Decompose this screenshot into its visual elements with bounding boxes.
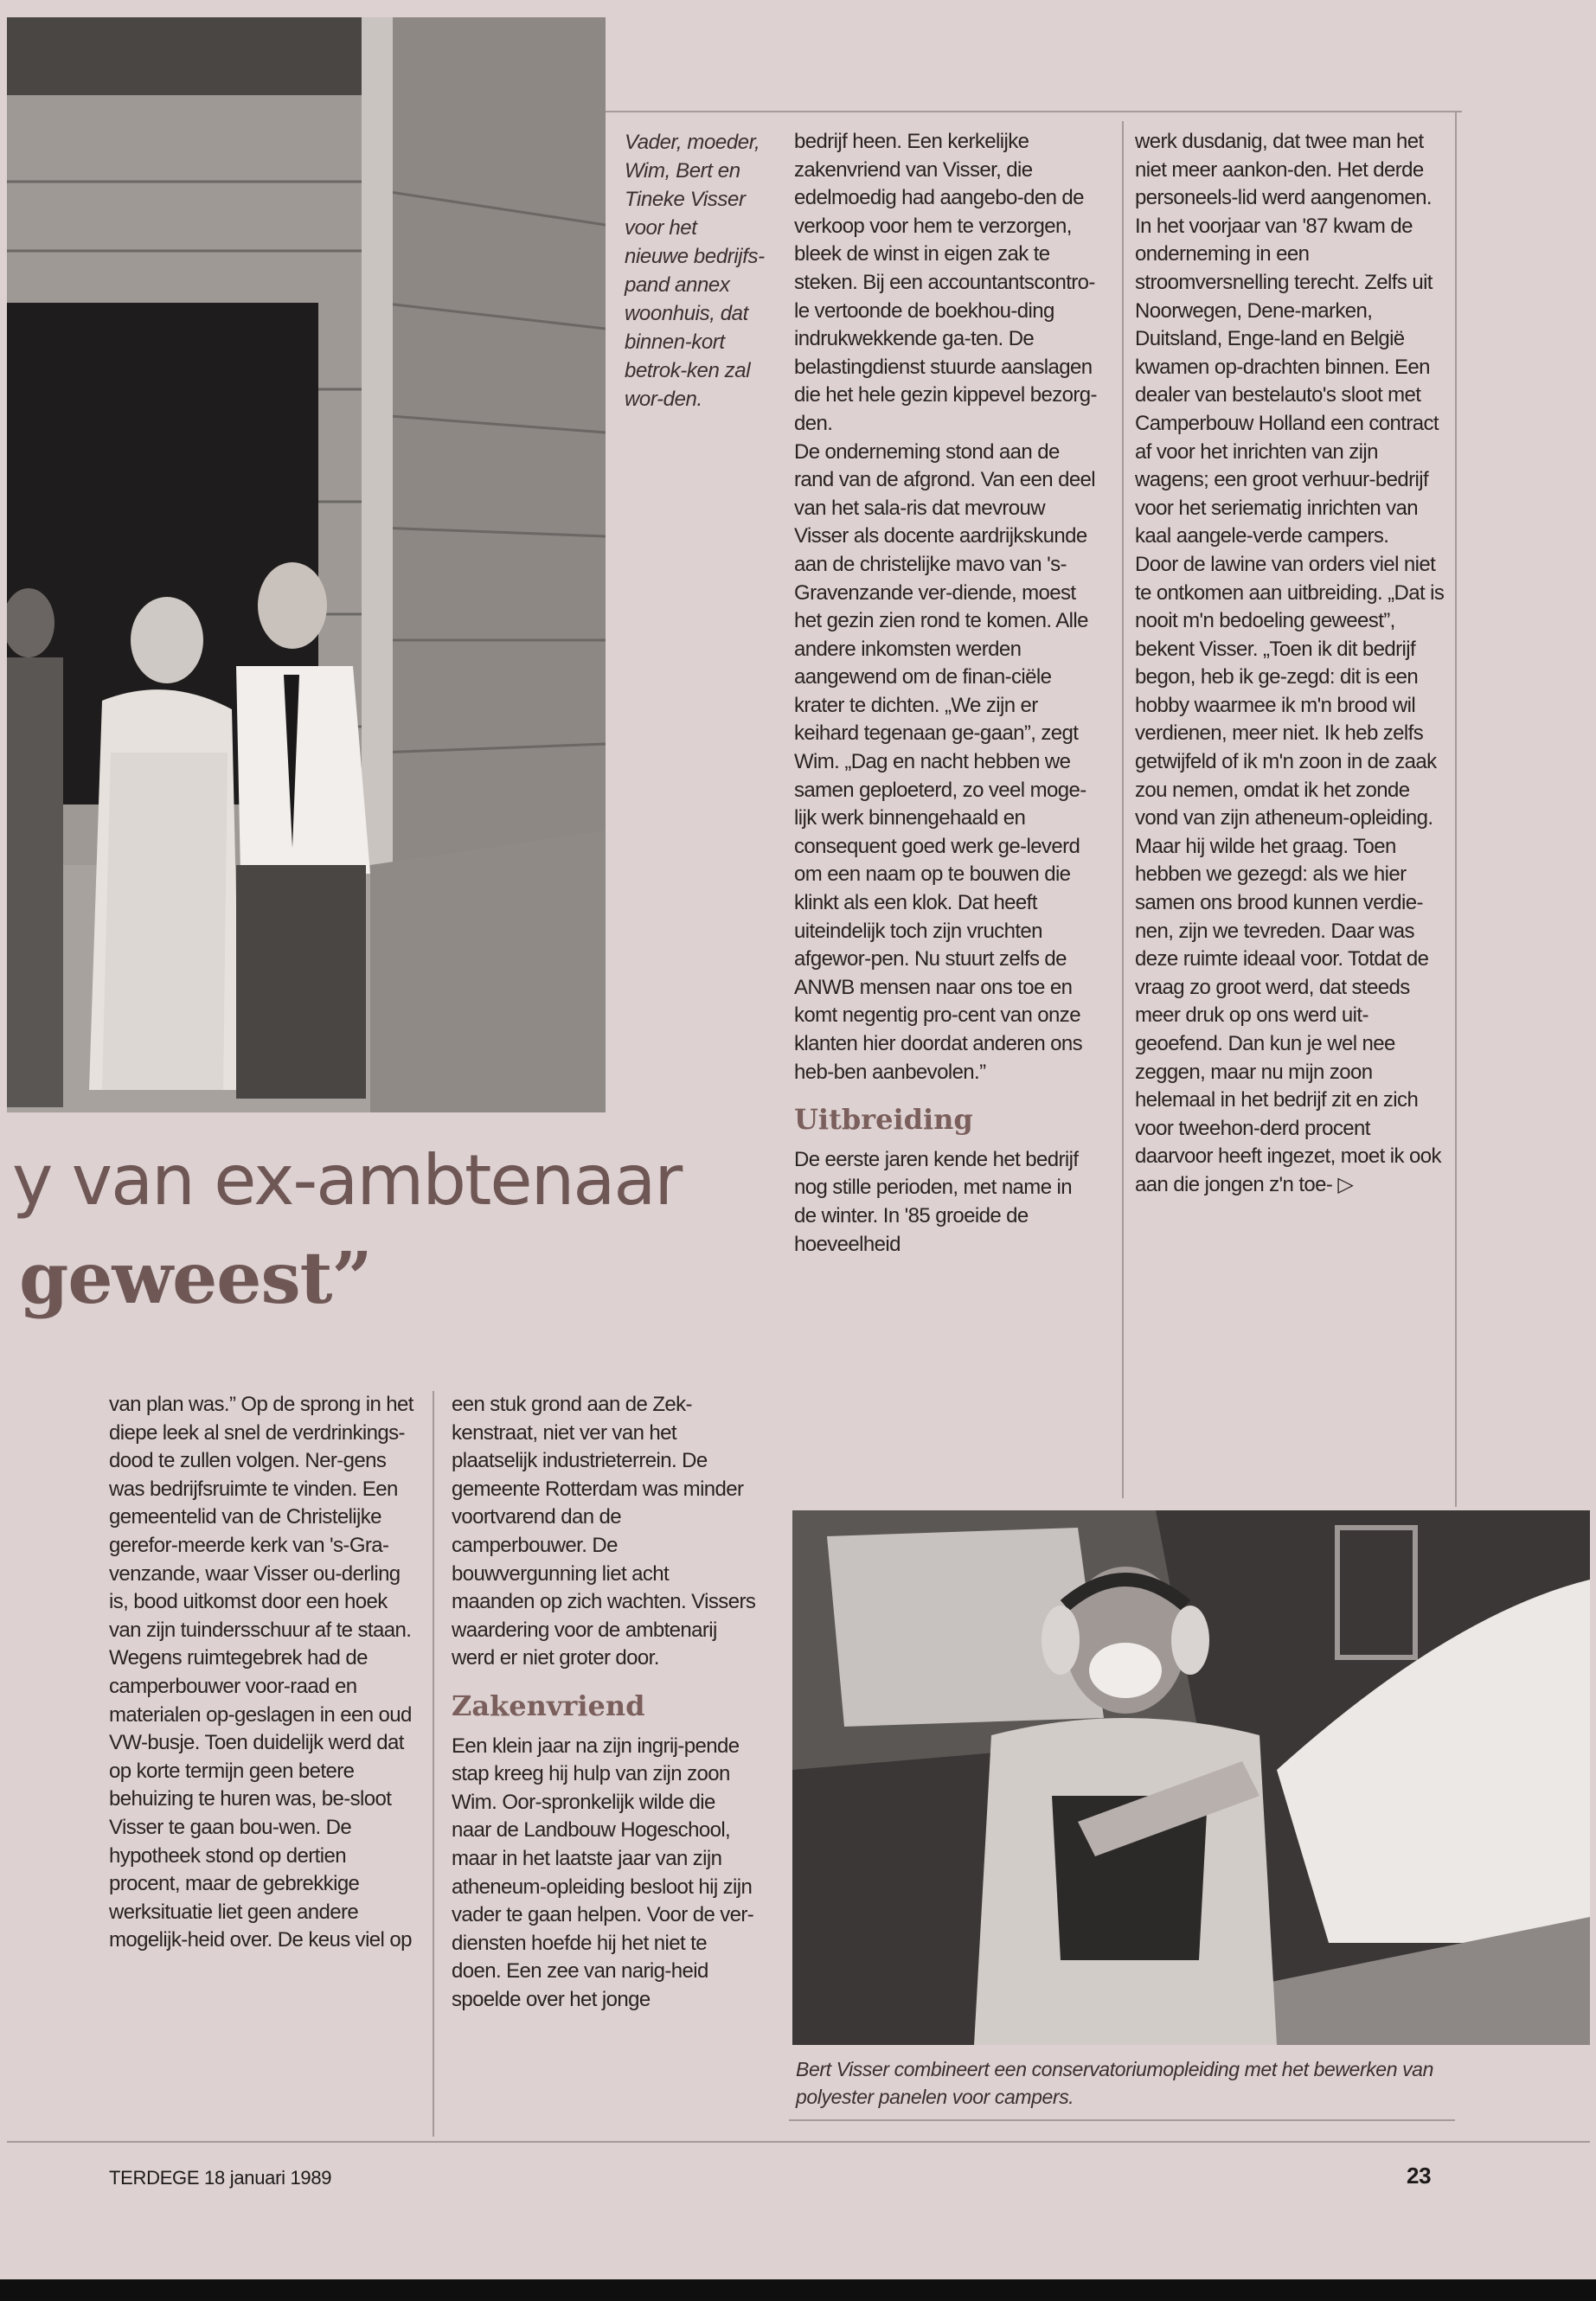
column-divider-lower (433, 1391, 434, 2137)
col3-paragraph-1: bedrijf heen. Een kerkelijke zakenvriend van Visser, die edelmoedig had aangebo-den de verkoop voor hem te verzorgen, bleek de winst in eigen zak te steken. Bij een accountantscontro-le vertoonde de boekhou-ding indrukwekkende ga-ten. De belastingdienst stuurde aanslagen die het hele gezin kippevel bezorg-den. (794, 130, 1097, 435)
col4-paragraph-1: werk dusdanig, dat twee man het niet meer aankon-den. Het derde personeels-lid werd aangenomen. In het voorjaar van '87 kwam de onderneming in een stroomversnelling terecht. Zelfs uit Noorwegen, Dene-marken, Duitsland, Enge-land en België kwamen op-drachten binnen. Een dealer van bestelauto's sloot met Camperbouw Holland een contract af voor het inrichten van zijn wagens; een groot verhuur-bedrijf voor het seriematig inrichten van kaal aangele-verde campers. (1135, 130, 1439, 548)
footer-publication: TERDEGE 18 januari 1989 (109, 2167, 332, 2189)
family-photo (7, 17, 606, 1112)
headline-line-1: y van ex-ambtenaar (12, 1140, 682, 1221)
column-2-lower (452, 1391, 756, 2014)
column-divider-4 (1455, 112, 1457, 1507)
caption-rule (789, 2119, 1455, 2121)
subhead-uitbreiding: Uitbreiding (794, 1103, 973, 1137)
col1-paragraph: van plan was.” Op de sprong in het diepe leek al snel de verdrinkings-dood te zullen volgen. Ner-gens was bedrijfsruimte te vinden. Een gemeentelid van de Christelijke gerefor-meerde kerk van 's-Gra-venzande, waar Visser ou-derling is, bood uitkomst door een hoek van zijn tuindersschuur af te staan. Wegens ruimtegebrek had de camperbouwer voor-raad en materialen op-geslagen in een oud VW-busje. Toen duidelijk werd dat op korte termijn geen betere behuizing te huren was, be-sloot Visser te gaan bou-wen. De hypotheek stond op dertien procent, maar de gebrekkige werksituatie liet geen andere mogelijk-heid over. De keus viel op (109, 1393, 413, 1952)
page-number: 23 (1407, 2163, 1432, 2189)
col3-paragraph-3: De eerste jaren kende het bedrijf nog stille perioden, met name in de winter. In '85 groeide de hoeveelheid (794, 1147, 1079, 1256)
col2-paragraph-2: Een klein jaar na zijn ingrij-pende stap kreeg hij hulp van zijn zoon Wim. Oor-spronkelijk wilde die naar de Landbouw Hogeschool, maar in het laatste jaar van zijn atheneum-opleiding besloot hij zijn vader te gaan helpen. Voor de ver-diensten hoefde hij het niet te doen. Een zee van narig-heid spoelde over het jonge (452, 1734, 754, 2011)
column-4 (1135, 128, 1446, 1200)
headline-line-2: geweest” (19, 1237, 372, 1320)
col3-paragraph-2: De onderneming stond aan de rand van de afgrond. Van een deel van het sala-ris dat mevrouw Visser als docente aardrijkskunde aan de christelijke mavo van 's-Gravenzande ver-diende, moest het gezin zien rond te komen. Alle andere inkomsten werden aangewend om de finan-ciële krater te dichten. „We zijn er keihard tegenaan ge-gaan”, zegt Wim. „Dag en nacht hebben we samen geploeterd, zo veel moge-lijk werk binnengehaald en consequent goed werk ge-leverd om een naam op te bouwen die klinkt als een klok. Dat heeft uiteindelijk toch zijn vruchten afgewor-pen. Nu stuurt zelfs de ANWB mensen naar ons toe en komt negentig pro-cent van onze klanten hier doordat anderen ons heb-ben aanbevolen.” (794, 439, 1096, 1084)
worker-photo (792, 1510, 1590, 2045)
column-divider-3 (1122, 121, 1124, 1498)
column-1-lower (109, 1391, 417, 1955)
column-3 (794, 128, 1099, 1259)
top-photo-caption: Vader, moeder, Wim, Bert en Tineke Visser voor het nieuwe bedrijfs-pand annex woonhuis, dat binnen-kort betrok-ken zal wor-den. (625, 131, 765, 411)
col2-paragraph-1: een stuk grond aan de Zek-kenstraat, niet ver van het plaatselijk industrieterrein. De gemeente Rotterdam was minder voortvarend dan de camperbouwer. De bouwvergunning liet acht maanden op zich wachten. Vissers waardering voor de ambtenarij werd er niet groter door. (452, 1393, 756, 1670)
top-rule (606, 111, 1462, 112)
bottom-photo-caption: Bert Visser combineert een conservatoriumopleiding met het bewerken van polyester panelen voor campers. (796, 2058, 1433, 2108)
subhead-zakenvriend: Zakenvriend (452, 1689, 645, 1722)
bottom-rule (7, 2141, 1590, 2143)
col4-paragraph-2 (1135, 551, 1446, 1200)
continue-arrow-icon: ▷ (1337, 1172, 1354, 1196)
col4-paragraph-2-text: Door de lawine van orders viel niet te ontkomen aan uitbreiding. „Dat is nooit m'n bedoeling geweest”, bekent Visser. „Toen ik dit bedrijf begon, heb ik ge-zegd: dit is een hobby waarmee ik m'n brood wil verdienen, meer niet. Ik heb zelfs getwijfeld of ik m'n zoon in de zaak zou nemen, omdat ik het zonde vond van zijn atheneum-opleiding. Maar hij wilde het graag. Toen hebben we gezegd: als we hier samen ons brood kunnen verdie-nen, zijn we tevreden. Daar was deze ruimte ideaal voor. Totdat de vraag zo groot werd, dat steeds meer druk op ons werd uit-geoefend. Dan kun je wel nee zeggen, maar nu mijn zoon helemaal in het bedrijf zit en zich voor tweehon-derd procent daarvoor heeft ingezet, moet ik ook aan die jongen z'n toe- (1135, 552, 1445, 1196)
